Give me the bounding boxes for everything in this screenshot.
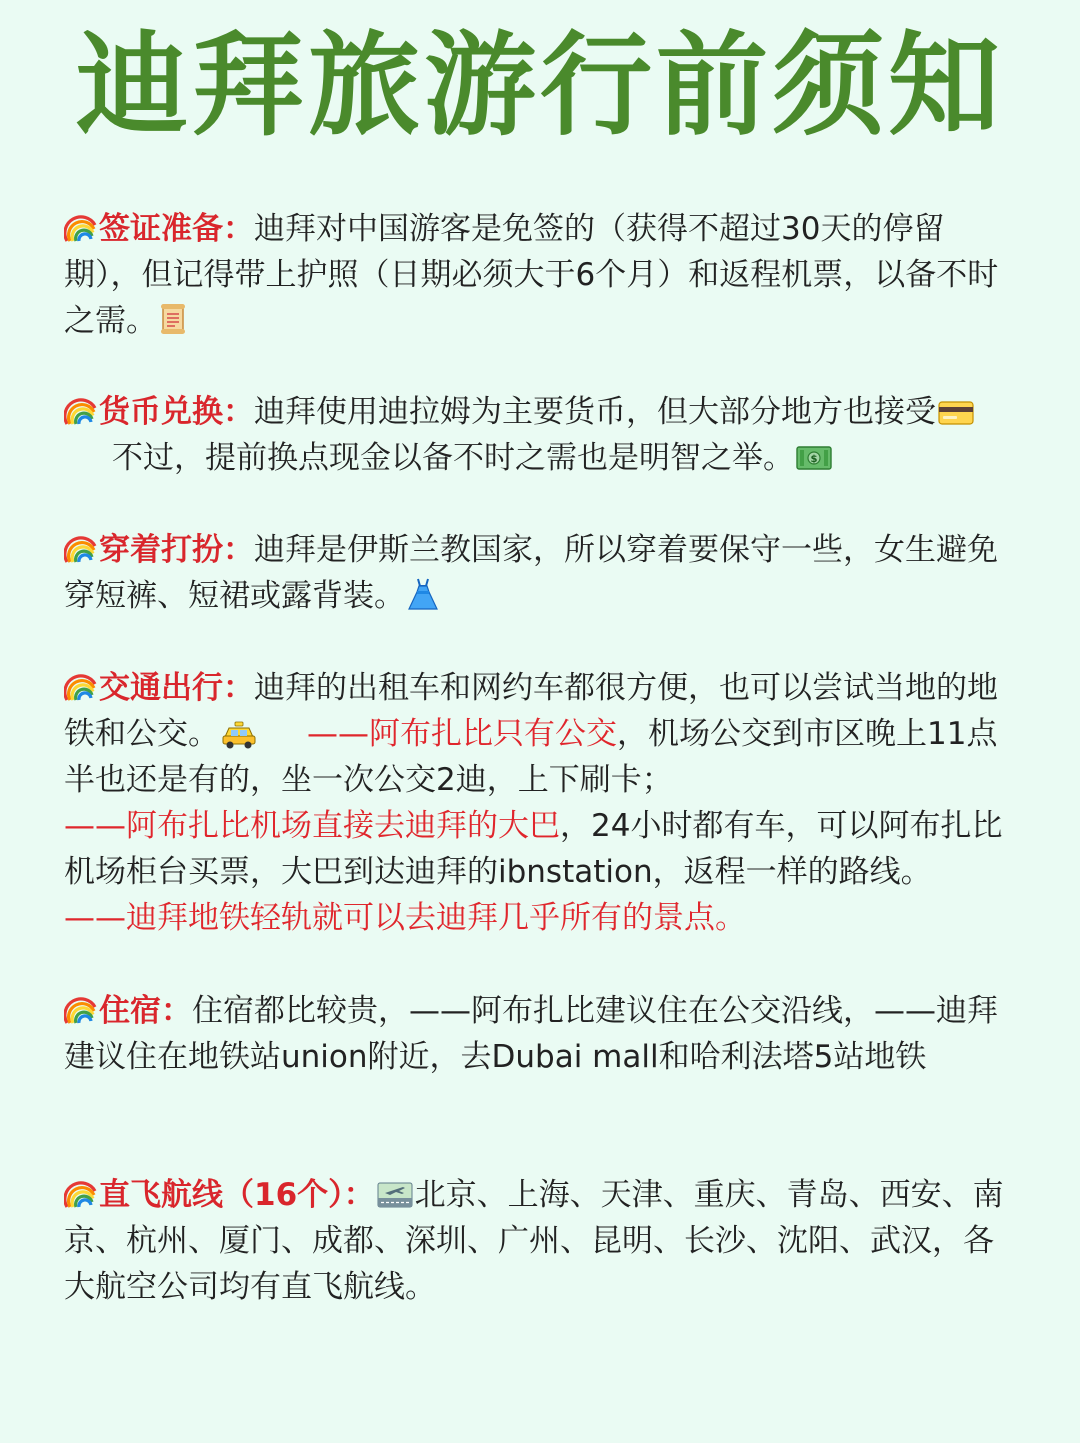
section-heading: 货币兑换： xyxy=(99,394,254,430)
section-dress xyxy=(64,527,1016,619)
scroll-icon xyxy=(159,302,189,336)
rainbow-icon xyxy=(64,995,98,1025)
highlight-text: ——阿布扎比只有公交 xyxy=(307,716,617,752)
dress-icon xyxy=(407,577,439,611)
credit-card-icon xyxy=(938,399,974,427)
rainbow-icon xyxy=(64,396,98,426)
highlight-text: ——阿布扎比机场直接去迪拜的大巴 xyxy=(64,808,560,844)
section-visa xyxy=(64,206,1016,344)
page-title: 迪拜旅游行前须知 xyxy=(76,21,1004,151)
rainbow-icon xyxy=(64,672,98,702)
rainbow-icon xyxy=(64,534,98,564)
highlight-text: ——迪拜地铁轻轨就可以去迪拜几乎所有的景点。 xyxy=(64,900,746,936)
section-body-part: 迪拜的出租车和网约车都很方便，也可以尝试当地的地铁和公交。 xyxy=(64,670,998,752)
section-heading: 交通出行： xyxy=(99,670,254,706)
section-body: 迪拜是伊斯兰教国家，所以穿着要保守一些，女生避免穿短裤、短裙或露背装。 xyxy=(64,532,998,614)
section-body-part: ，机场公交到市区晚上11点半也还是有的，坐一次公交2迪，上下刷卡； xyxy=(64,716,998,798)
section-body: 住宿都比较贵，——阿布扎比建议住在公交沿线，——迪拜建议住在地铁站union附近，去Dubai mall和哈利法塔5站地铁 xyxy=(64,993,998,1075)
section-flights xyxy=(64,1172,1016,1310)
section-heading: 穿着打扮： xyxy=(99,532,254,568)
banknote-icon xyxy=(796,443,832,473)
section-heading: 直飞航线（16个）： xyxy=(99,1177,375,1213)
section-body-part: 迪拜使用迪拉姆为主要货币，但大部分地方也接受 xyxy=(254,394,936,430)
section-transport xyxy=(64,665,1016,941)
section-heading: 住宿： xyxy=(99,993,192,1029)
section-heading: 签证准备： xyxy=(99,211,254,247)
svg-text:$: $ xyxy=(810,454,818,465)
section-lodging xyxy=(64,988,1016,1080)
section-currency xyxy=(64,389,1016,481)
rainbow-icon xyxy=(64,213,98,243)
rainbow-icon xyxy=(64,1179,98,1209)
section-body-part: ，24小时都有车，可以阿布扎比机场柜台买票，大巴到达迪拜的ibnstation，返程一样的路线。 xyxy=(64,808,1003,890)
section-body: 北京、上海、天津、重庆、青岛、西安、南京、杭州、厦门、成都、深圳、广州、昆明、长沙、沈阳、武汉，各大航空公司均有直飞航线。 xyxy=(64,1177,1004,1305)
section-body-part: 不过，提前换点现金以备不时之需也是明智之举。 xyxy=(112,440,794,476)
airport-icon xyxy=(377,1180,413,1210)
section-body: 迪拜对中国游客是免签的（获得不超过30天的停留期），但记得带上护照（日期必须大于6个月）和返程机票，以备不时之需。 xyxy=(64,211,999,339)
taxi-icon xyxy=(221,721,257,749)
